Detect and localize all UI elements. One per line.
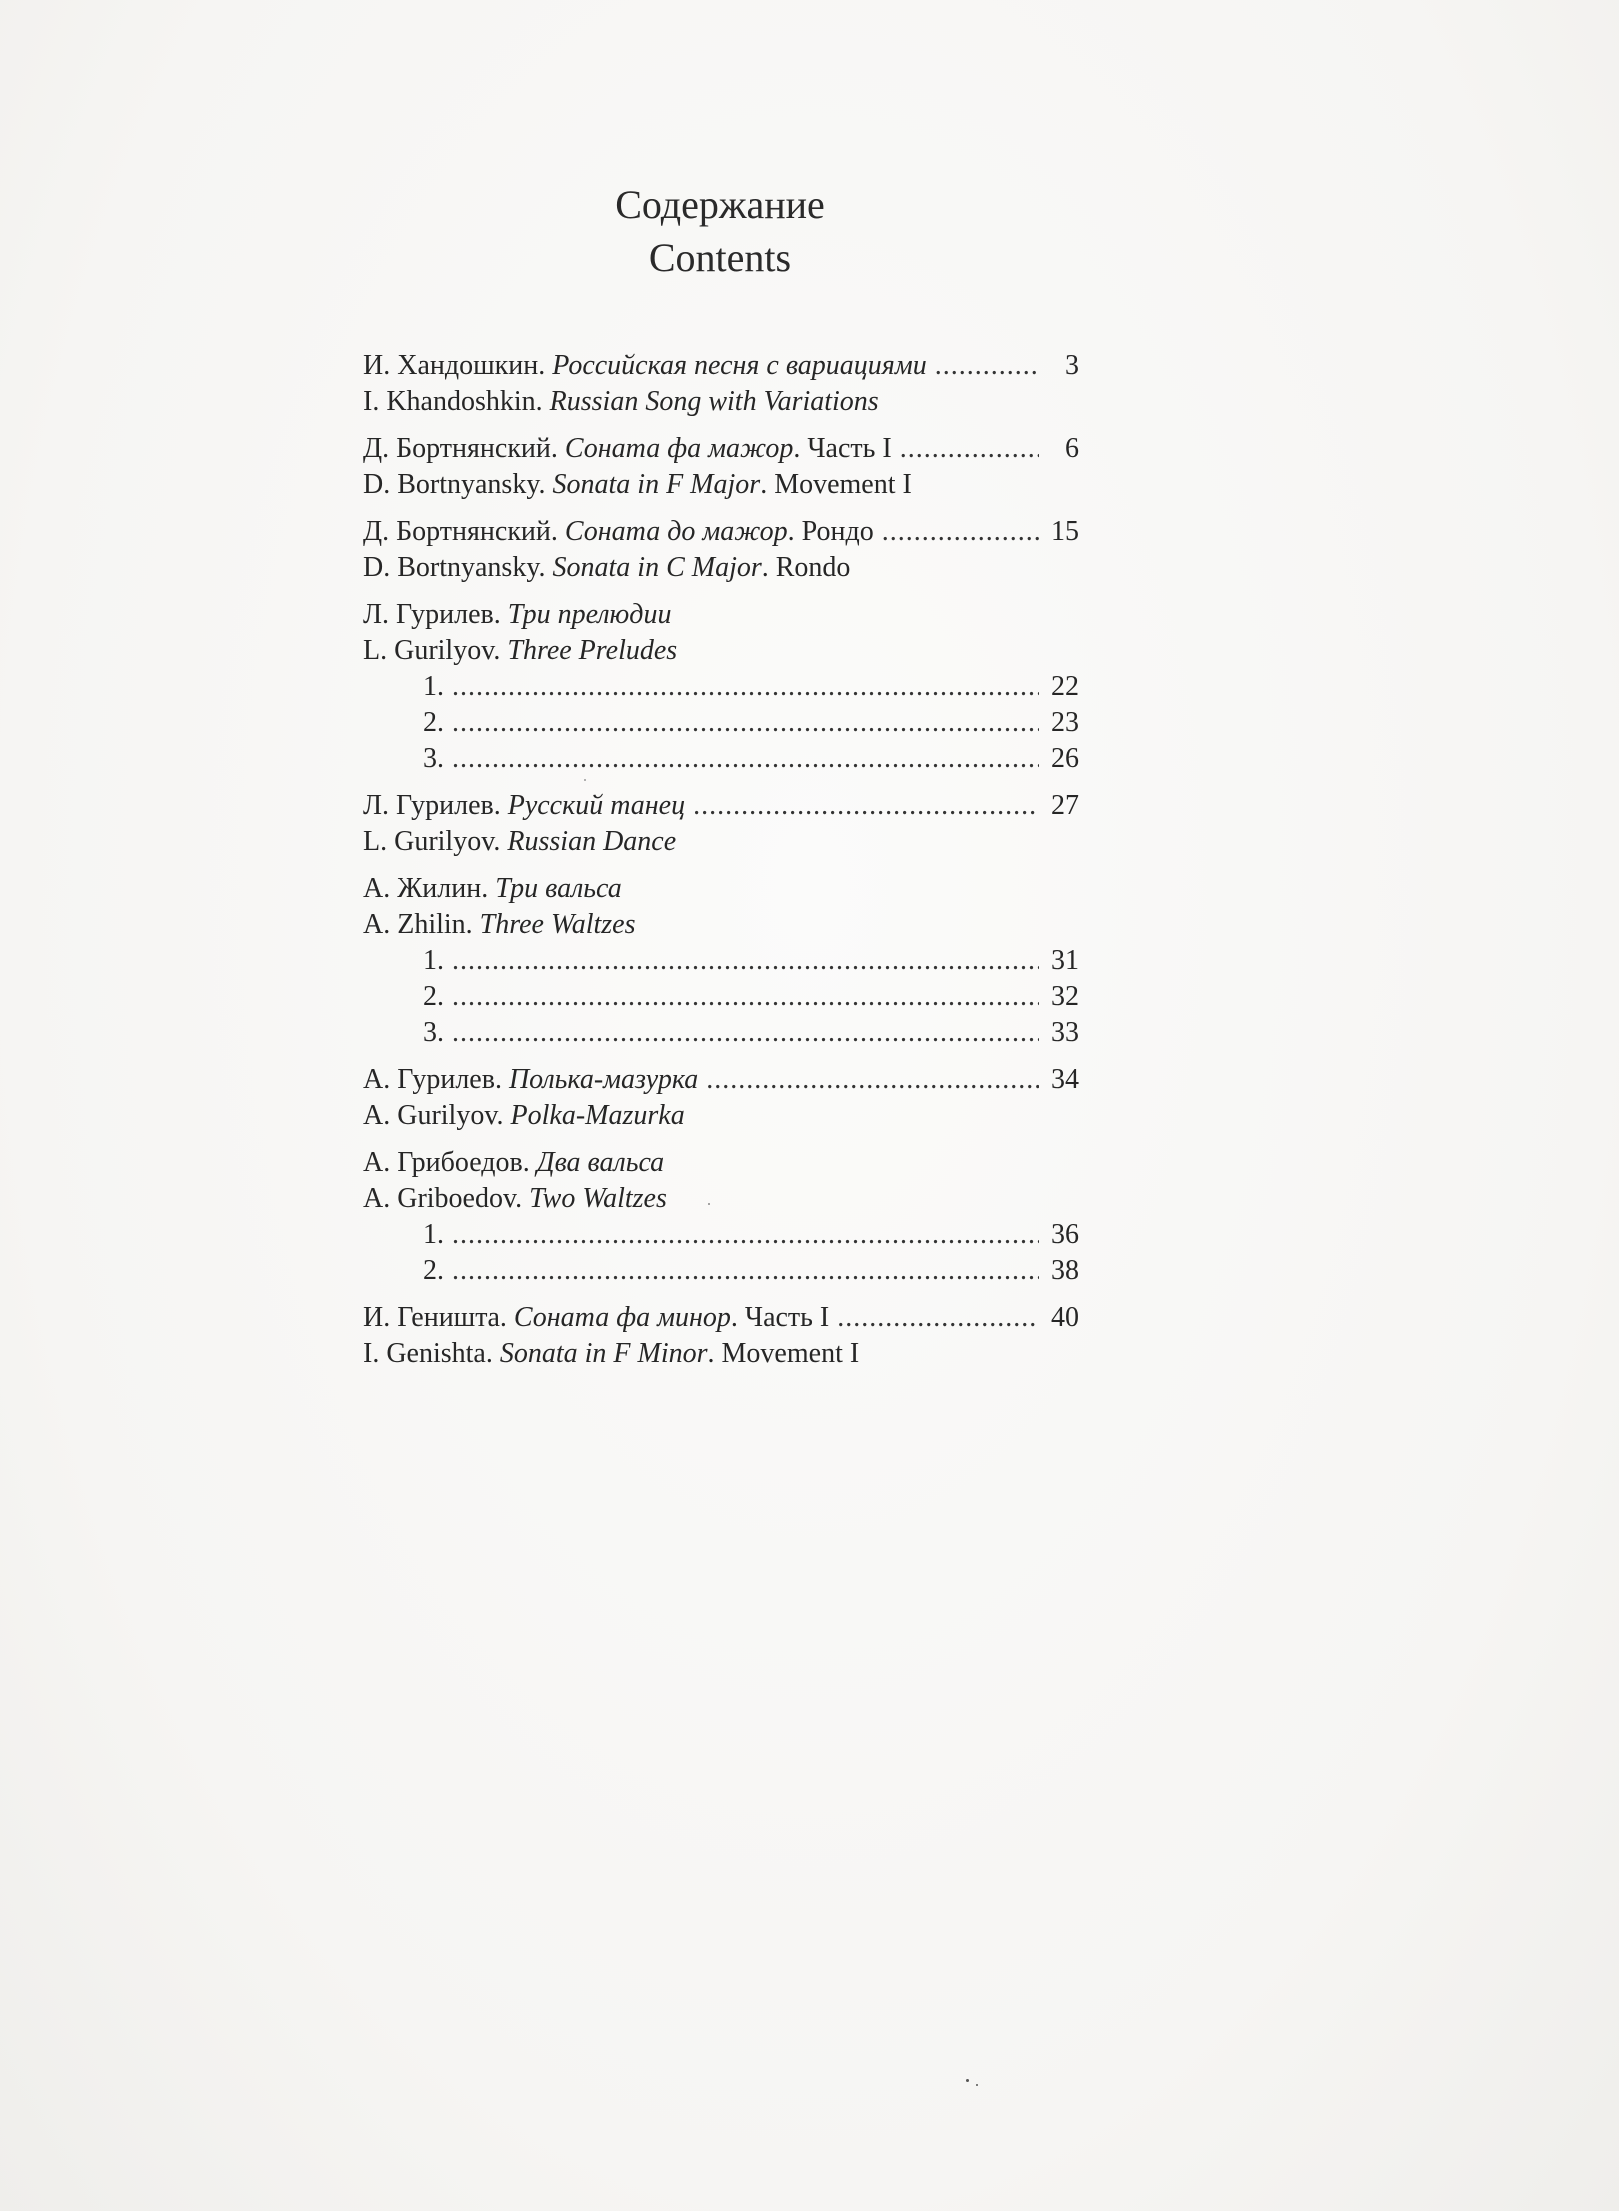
work-title-en: Sonata in C Major bbox=[552, 552, 762, 583]
toc-row-russian[interactable] bbox=[363, 1062, 1079, 1098]
work-title-ru: Полька-мазурка bbox=[508, 1064, 699, 1095]
toc-entry bbox=[363, 431, 1079, 503]
work-title-en: Polka-Mazurka bbox=[510, 1100, 685, 1131]
composer-en: A. Gurilyov. bbox=[363, 1100, 504, 1131]
toc-subitem[interactable] bbox=[363, 943, 1079, 979]
work-title-en: Three Waltzes bbox=[479, 909, 636, 940]
composer-ru: И. Геништa. bbox=[363, 1302, 507, 1333]
work-title-ru: Соната фа мажор bbox=[564, 433, 794, 464]
subitem-number: 1. bbox=[423, 945, 444, 976]
toc-row-english bbox=[363, 1336, 1079, 1372]
dot-leader bbox=[452, 1015, 1039, 1051]
toc-subitem[interactable] bbox=[363, 979, 1079, 1015]
work-title-ru: Соната до мажор bbox=[564, 516, 788, 547]
paper-speck bbox=[584, 779, 586, 781]
subitem-number: 1. bbox=[423, 671, 444, 702]
toc-entry bbox=[363, 1145, 1079, 1289]
composer-ru: А. Жилин. bbox=[363, 873, 489, 904]
toc-row-english bbox=[363, 384, 1079, 420]
composer-en: L. Gurilyov. bbox=[363, 635, 501, 666]
work-title-en: Three Preludes bbox=[507, 635, 678, 666]
composer-ru: Д. Бортнянский. bbox=[363, 516, 558, 547]
dot-leader bbox=[452, 943, 1039, 979]
composer-ru: Д. Бортнянский. bbox=[363, 433, 558, 464]
work-title-en: Russian Dance bbox=[507, 826, 677, 857]
dot-leader bbox=[452, 1253, 1039, 1289]
composer-ru: Л. Гурилев. bbox=[363, 790, 501, 821]
toc-row-english bbox=[363, 1181, 1079, 1217]
page-number: 3 bbox=[1065, 350, 1079, 381]
dot-leader bbox=[452, 979, 1039, 1015]
toc-row-english bbox=[363, 824, 1079, 860]
toc-entry bbox=[363, 1300, 1079, 1372]
work-title-ru: Соната фа минор bbox=[513, 1302, 731, 1333]
dot-leader bbox=[452, 741, 1039, 777]
composer-en: D. Bortnyansky. bbox=[363, 552, 546, 583]
composer-ru: И. Хандошкин. bbox=[363, 350, 546, 381]
toc-subitem[interactable] bbox=[363, 741, 1079, 777]
toc-subitem[interactable] bbox=[363, 669, 1079, 705]
toc-entry bbox=[363, 1062, 1079, 1134]
toc-row-russian bbox=[363, 871, 1079, 907]
work-part-ru: . Рондо bbox=[787, 516, 874, 547]
page-number: 31 bbox=[1051, 945, 1079, 976]
paper-speck bbox=[708, 1203, 710, 1205]
work-title-en: Sonata in F Major bbox=[552, 469, 761, 500]
dot-leader bbox=[452, 669, 1039, 705]
page-number: 6 bbox=[1065, 433, 1079, 464]
toc-row-english bbox=[363, 633, 1079, 669]
toc-subitem[interactable] bbox=[363, 1253, 1079, 1289]
composer-en: A. Zhilin. bbox=[363, 909, 473, 940]
page-number: 32 bbox=[1051, 981, 1079, 1012]
toc-row-russian bbox=[363, 1145, 1079, 1181]
toc-subitem[interactable] bbox=[363, 705, 1079, 741]
work-part-ru: . Часть I bbox=[730, 1302, 830, 1333]
composer-ru: Л. Гурилев. bbox=[363, 599, 501, 630]
work-title-en: Sonata in F Minor bbox=[499, 1338, 708, 1369]
toc-row-english bbox=[363, 1098, 1079, 1134]
table-of-contents bbox=[363, 348, 1079, 1383]
toc-row-english bbox=[363, 467, 1079, 503]
toc-entry bbox=[363, 348, 1079, 420]
toc-row-russian[interactable] bbox=[363, 431, 1079, 467]
toc-row-russian[interactable] bbox=[363, 788, 1079, 824]
composer-ru: А. Гурилев. bbox=[363, 1064, 502, 1095]
title-russian: Содержание bbox=[615, 182, 825, 227]
work-title-ru: Три вальса bbox=[495, 873, 622, 904]
dot-leader bbox=[882, 514, 1039, 550]
page-number: 23 bbox=[1051, 707, 1079, 738]
page-number: 15 bbox=[1051, 516, 1079, 547]
page-number: 33 bbox=[1051, 1017, 1079, 1048]
toc-entry bbox=[363, 597, 1079, 777]
work-part-ru: . Часть I bbox=[793, 433, 892, 464]
subitem-number: 2. bbox=[423, 707, 444, 738]
toc-entry bbox=[363, 514, 1079, 586]
dot-leader bbox=[706, 1062, 1039, 1098]
dot-leader bbox=[452, 705, 1039, 741]
toc-row-russian[interactable] bbox=[363, 514, 1079, 550]
work-part-en: . Rondo bbox=[761, 552, 851, 583]
subitem-number: 2. bbox=[423, 1255, 444, 1286]
page-number: 36 bbox=[1051, 1219, 1079, 1250]
dot-leader bbox=[837, 1300, 1039, 1336]
page-number: 22 bbox=[1051, 671, 1079, 702]
composer-en: I. Khandoshkin. bbox=[363, 386, 543, 417]
work-part-en: . Movement I bbox=[760, 469, 912, 500]
toc-row-russian bbox=[363, 597, 1079, 633]
work-title-ru: Русский танец bbox=[507, 790, 686, 821]
toc-row-russian[interactable] bbox=[363, 1300, 1079, 1336]
page-title bbox=[0, 178, 1440, 284]
subitem-number: 3. bbox=[423, 743, 444, 774]
work-title-ru: Три прелюдии bbox=[507, 599, 672, 630]
work-part-en: . Movement I bbox=[707, 1338, 860, 1369]
composer-en: A. Griboedov. bbox=[363, 1183, 523, 1214]
toc-entry bbox=[363, 788, 1079, 860]
toc-entry bbox=[363, 871, 1079, 1051]
page-number: 38 bbox=[1051, 1255, 1079, 1286]
work-title-en: Russian Song with Variations bbox=[549, 386, 879, 417]
dot-leader bbox=[900, 431, 1039, 467]
page-number: 26 bbox=[1051, 743, 1079, 774]
toc-row-english bbox=[363, 907, 1079, 943]
subitem-number: 3. bbox=[423, 1017, 444, 1048]
work-title-en: Two Waltzes bbox=[529, 1183, 667, 1214]
paper-speck bbox=[966, 2079, 969, 2082]
toc-row-english bbox=[363, 550, 1079, 586]
toc-row-russian[interactable] bbox=[363, 348, 1079, 384]
work-title-ru: Российская песня с вариациями bbox=[552, 350, 927, 381]
page-number: 40 bbox=[1051, 1302, 1079, 1333]
toc-subitem[interactable] bbox=[363, 1217, 1079, 1253]
composer-en: D. Bortnyansky. bbox=[363, 469, 546, 500]
dot-leader bbox=[452, 1217, 1039, 1253]
subitem-number: 1. bbox=[423, 1219, 444, 1250]
subitem-number: 2. bbox=[423, 981, 444, 1012]
toc-subitem[interactable] bbox=[363, 1015, 1079, 1051]
dot-leader bbox=[693, 788, 1039, 824]
page-number: 34 bbox=[1051, 1064, 1079, 1095]
composer-en: I. Genishta. bbox=[363, 1338, 493, 1369]
page-number: 27 bbox=[1051, 790, 1079, 821]
title-english: Contents bbox=[648, 235, 792, 280]
dot-leader bbox=[935, 348, 1039, 384]
work-title-ru: Два вальса bbox=[536, 1147, 665, 1178]
composer-ru: А. Грибоедов. bbox=[363, 1147, 530, 1178]
composer-en: L. Gurilyov. bbox=[363, 826, 501, 857]
paper-speck bbox=[976, 2084, 978, 2086]
